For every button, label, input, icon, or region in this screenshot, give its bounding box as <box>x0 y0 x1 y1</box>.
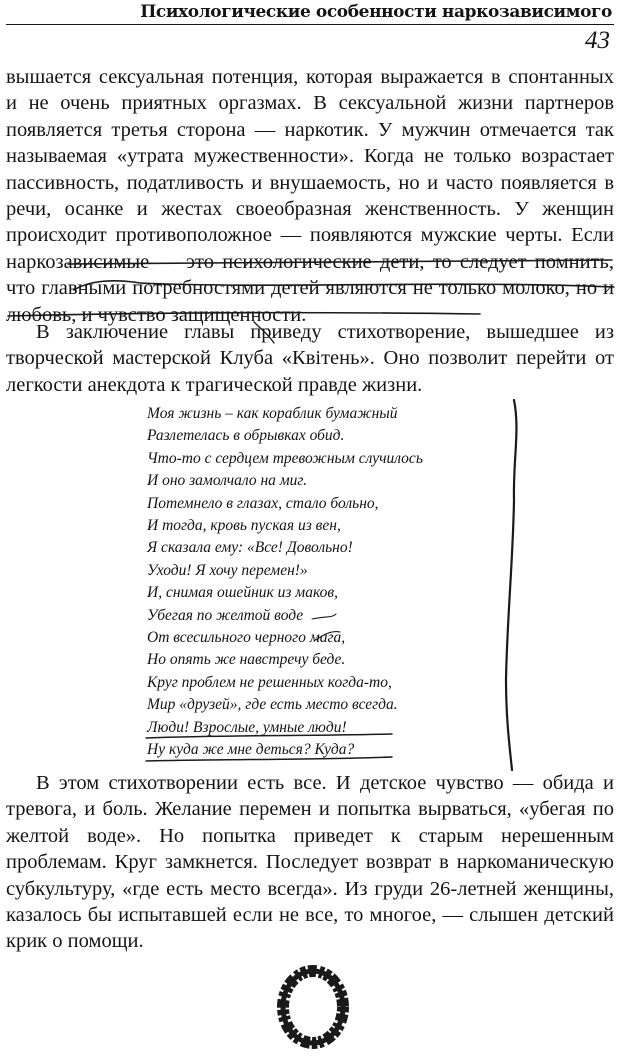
poem-line: Уходи! Я хочу перемен!» <box>147 561 308 579</box>
page-header <box>0 0 620 30</box>
ink-stamp-ring <box>270 958 356 1054</box>
poem-line: Но опять же навстречу беде. <box>147 651 346 669</box>
poem-line: Убегая по желтой воде <box>147 606 304 624</box>
poem-line: И оно замолчало на миг. <box>147 472 308 490</box>
poem-line: Люди! Взрослые, умные люди! <box>147 718 347 736</box>
poem-line: Потемнело в глазах, стало больно, <box>147 494 379 512</box>
poem-line: Ну куда же мне деться? Куда? <box>147 741 355 759</box>
poem-line: Мир «друзей», где есть место всегда. <box>147 696 398 714</box>
poem-line: Моя жизнь – как кораблик бумажный <box>147 405 398 422</box>
running-title: Психологические особенности наркозависимого <box>140 2 612 22</box>
margin-bar-stroke <box>506 400 516 770</box>
poem-line: Я сказала ему: «Все! Довольно! <box>147 539 353 557</box>
page-number: 43 <box>585 27 610 54</box>
paragraph-3: В этом стихотворении есть все. И детское чувство — обида и тревога, и боль. Желание перемен и попытка вырваться, «убегая по желтой воде». Но попытка приведет к старым нерешенным проблемам. Круг замкнется. Последует возврат в наркоманическую субкультуру, «где есть место всегда». Из груди 26-летней женщины, казалось бы испытавшей если не все, то многое, — слышен детский крик о помощи. <box>6 772 614 953</box>
poem <box>147 403 423 762</box>
paragraph-2: В заключение главы приведу стихотворение, вышедшее из творческой мастерской Клуба «Квітень». Оно позволит перейти от легкости анекдота к трагической правде жизни. <box>6 321 614 396</box>
poem-line: Разлетелась в обрывках обид. <box>147 427 345 445</box>
poem-line: От всесильного черного мага, <box>147 629 346 647</box>
poem-line: И, снимая ошейник из маков, <box>147 584 338 602</box>
header-rule <box>6 24 614 25</box>
poem-line: Круг проблем не решенных когда-то, <box>147 673 392 691</box>
poem-line: Что-то с сердцем тревожным случилось <box>147 449 423 467</box>
poem-line: И тогда, кровь пуская из вен, <box>147 517 341 535</box>
paragraph-1: вышается сексуальная потенция, которая выражается в спонтанных и не очень приятных оргазмах. В сексуальной жизни партнеров появляется третья сторона — наркотик. У мужчин отмечается так называемая «утрата мужественности». Когда не только возрастает пассивность, податливость и внушаемость, но и часто появляется в речи, осанке и жестах своеобразная женственность. У женщин происходит противоположное — появляются мужские черты. Если наркозависимые — это психологические дети, то следует помнить, что главными потребностями детей являются не только молоко, но и любовь, и чувство защищенности. <box>6 66 614 326</box>
